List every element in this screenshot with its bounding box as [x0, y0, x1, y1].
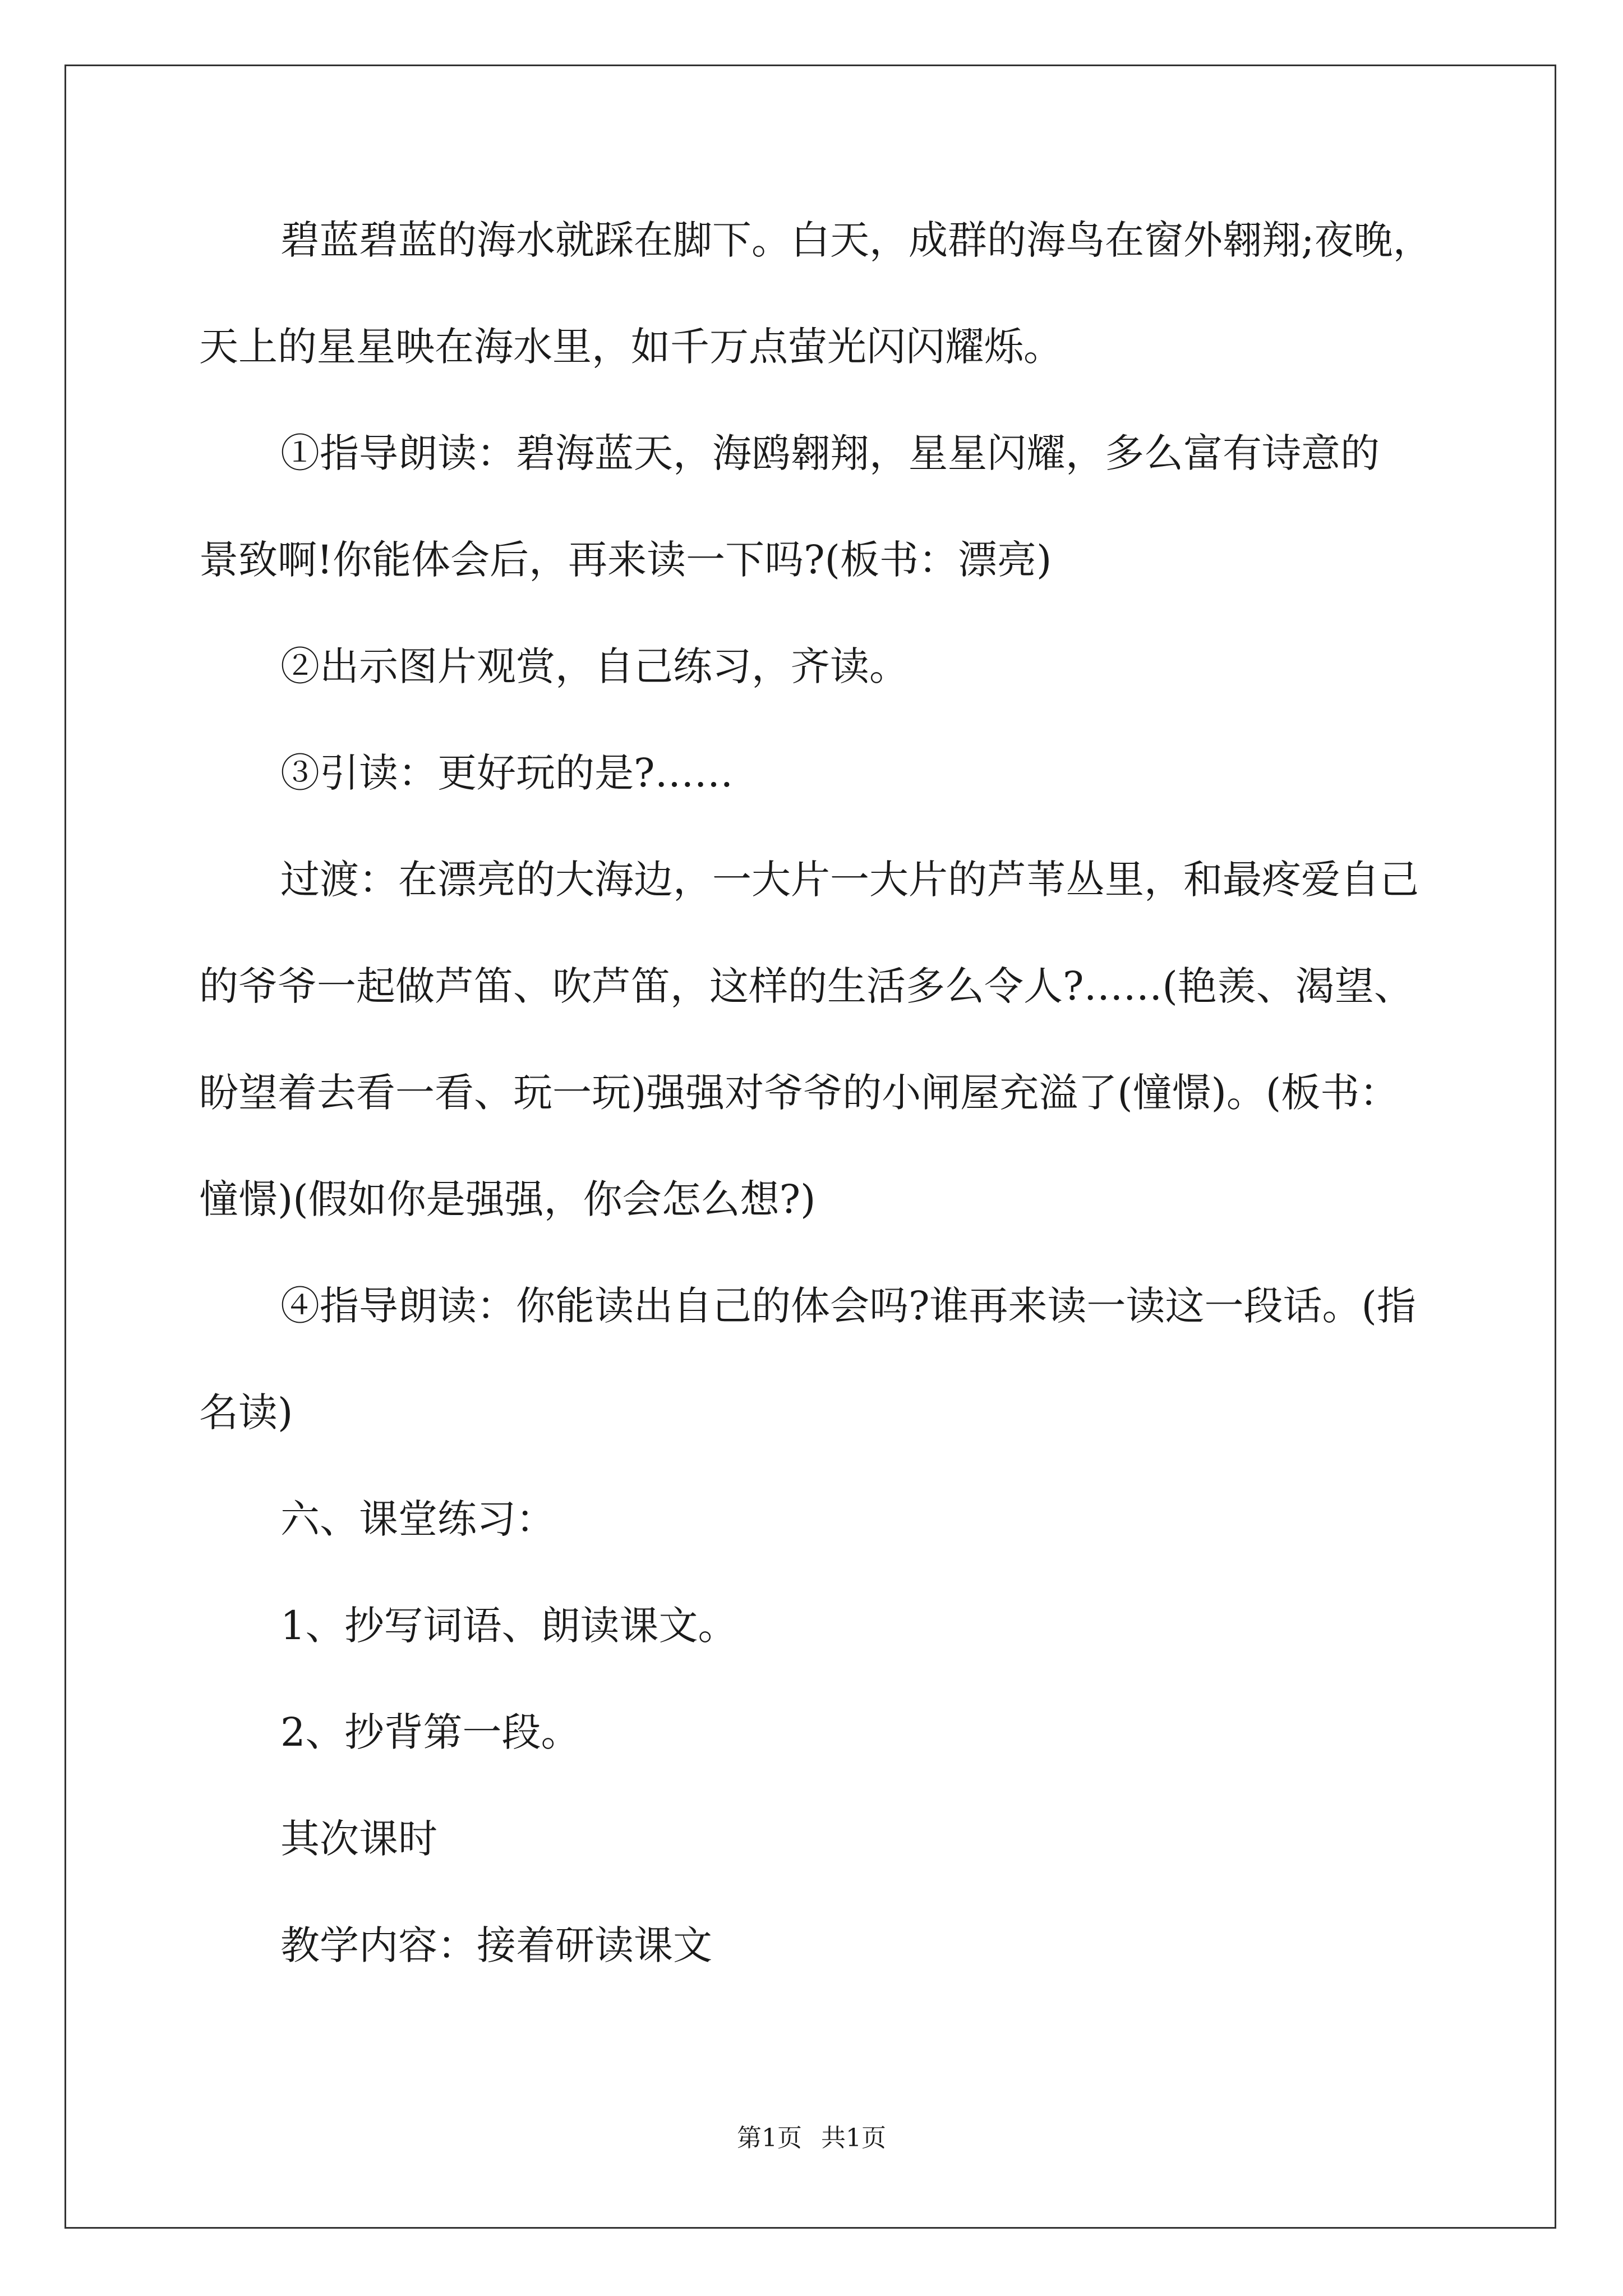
paragraph-line: 天上的星星映在海水里，如千万点萤光闪闪耀烁。: [199, 324, 1063, 370]
page-border: [64, 65, 1556, 2229]
list-item: 1、抄写词语、朗读课文。: [280, 1603, 737, 1649]
page-total: 共1页: [821, 2124, 886, 2152]
paragraph-line: ③引读：更好玩的是?……: [280, 750, 734, 796]
paragraph-line: 教学内容：接着研读课文: [280, 1922, 712, 1968]
paragraph-line: 憧憬)(假如你是强强，你会怎么想?): [199, 1176, 816, 1222]
paragraph-line: 名读): [199, 1389, 293, 1435]
page-number: 第1页: [737, 2124, 802, 2152]
list-item: 2、抄背第一段。: [280, 1709, 580, 1755]
section-heading: 其次课时: [280, 1816, 437, 1862]
paragraph-line: 的爷爷一起做芦笛、吹芦笛，这样的生活多么令人?……(艳羡、渴望、: [199, 963, 1413, 1009]
section-heading: 六、课堂练习：: [280, 1496, 555, 1542]
paragraph-line: 碧蓝碧蓝的海水就踩在脚下。白天，成群的海鸟在窗外翱翔;夜晚，: [280, 217, 1432, 263]
paragraph-line: ④指导朗读：你能读出自己的体会吗?谁再来读一读这一段话。(指: [280, 1283, 1416, 1329]
paragraph-line: 景致啊!你能体会后，再来读一下吗?(板书：漂亮): [199, 537, 1052, 583]
paragraph-line: ②出示图片观赏，自己练习，齐读。: [280, 643, 909, 689]
page-footer: [0, 2122, 1623, 2155]
paragraph-line: ①指导朗读：碧海蓝天，海鸥翱翔，星星闪耀，多么富有诗意的: [280, 430, 1380, 476]
paragraph-line: 过渡：在漂亮的大海边，一大片一大片的芦苇丛里，和最疼爱自己: [280, 857, 1419, 903]
paragraph-line: 盼望着去看一看、玩一玩)强强对爷爷的小闸屋充溢了(憧憬)。(板书：: [199, 1070, 1399, 1116]
